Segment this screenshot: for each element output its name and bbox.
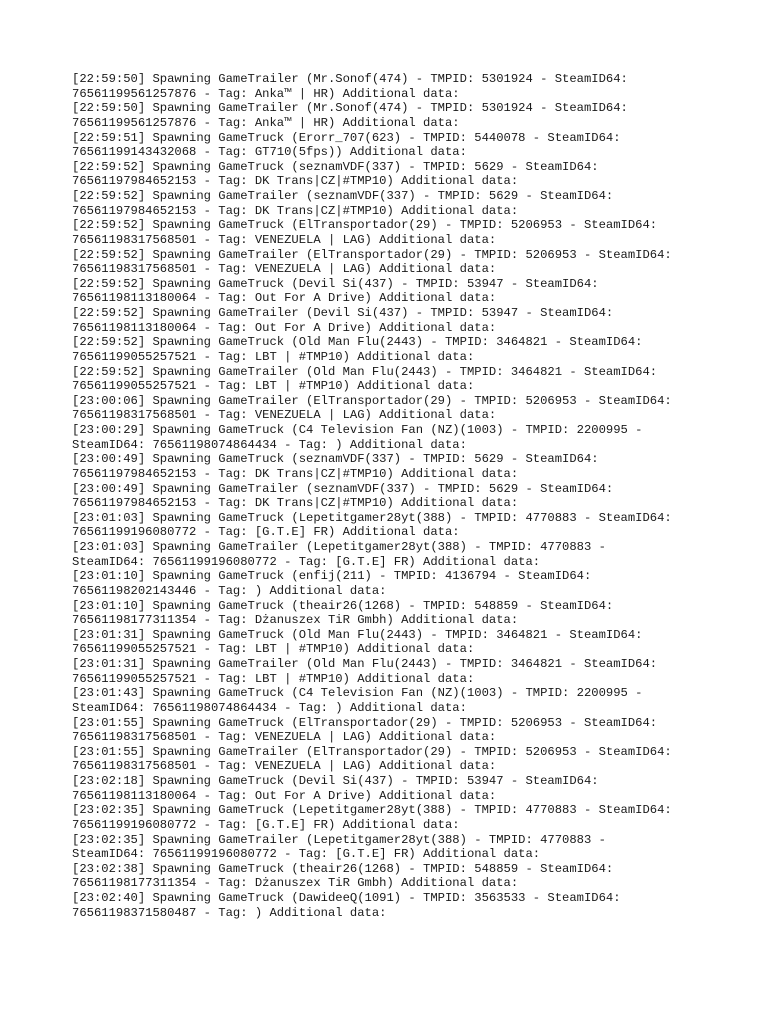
- log-line: [23:01:55] Spawning GameTrailer (ElTransportador(29) - TMPID: 5206953 - SteamID64:: [72, 744, 672, 759]
- log-line: [23:01:10] Spawning GameTruck (theair26(1268) - TMPID: 548859 - SteamID64:: [72, 598, 614, 613]
- log-line: 76561198113180064 - Tag: Out For A Drive) Additional data:: [72, 291, 497, 306]
- log-line: [23:02:40] Spawning GameTruck (DawideeQ(1091) - TMPID: 3563533 - SteamID64:: [72, 891, 621, 905]
- log-line: 76561199196080772 - Tag: [G.T.E] FR) Additional data:: [72, 817, 460, 832]
- log-line: [22:59:50] Spawning GameTrailer (Mr.Sonof(474) - TMPID: 5301924 - SteamID64:: [72, 101, 628, 116]
- log-line: 76561199055257521 - Tag: LBT | #TMP10) Additional data:: [72, 642, 475, 657]
- log-line: 76561198177311354 - Tag: Dżanuszex TiR Gmbh) Additional data:: [72, 613, 519, 628]
- log-line: [22:59:52] Spawning GameTruck (seznamVDF(337) - TMPID: 5629 - SteamID64:: [72, 159, 599, 174]
- log-line: [22:59:50] Spawning GameTrailer (Mr.Sonof(474) - TMPID: 5301924 - SteamID64:: [72, 72, 628, 86]
- log-line: [23:01:43] Spawning GameTruck (C4 Television Fan (NZ)(1003) - TMPID: 2200995 -: [72, 686, 643, 701]
- log-line: 76561199055257521 - Tag: LBT | #TMP10) Additional data:: [72, 671, 475, 686]
- log-line: [23:00:06] Spawning GameTrailer (ElTransportador(29) - TMPID: 5206953 - SteamID64:: [72, 393, 672, 408]
- log-line: 76561198317568501 - Tag: VENEZUELA | LAG) Additional data:: [72, 759, 497, 774]
- log-line: [22:59:52] Spawning GameTrailer (seznamVDF(337) - TMPID: 5629 - SteamID64:: [72, 189, 614, 203]
- log-line: [22:59:51] Spawning GameTruck (Erorr_707(623) - TMPID: 5440078 - SteamID64:: [72, 130, 621, 145]
- log-text-block: [72, 72, 712, 920]
- log-line: [23:02:35] Spawning GameTrailer (Lepetitgamer28yt(388) - TMPID: 4770883 -: [72, 832, 606, 847]
- log-line: [22:59:52] Spawning GameTruck (Devil Si(437) - TMPID: 53947 - SteamID64:: [72, 276, 599, 291]
- log-line: 76561198113180064 - Tag: Out For A Drive) Additional data:: [72, 320, 497, 335]
- log-line: 76561197984652153 - Tag: DK Trans|CZ|#TMP10) Additional data:: [72, 496, 519, 511]
- log-line: SteamID64: 76561198074864434 - Tag: ) Additional data:: [72, 700, 467, 715]
- log-line: 76561199196080772 - Tag: [G.T.E] FR) Additional data:: [72, 525, 460, 540]
- log-line: [23:01:03] Spawning GameTrailer (Lepetitgamer28yt(388) - TMPID: 4770883 -: [72, 540, 606, 554]
- log-line: [23:01:10] Spawning GameTruck (enfij(211) - TMPID: 4136794 - SteamID64:: [72, 569, 592, 584]
- log-line: 76561198371580487 - Tag: ) Additional data:: [72, 905, 387, 920]
- log-line: 76561198202143446 - Tag: ) Additional data:: [72, 583, 387, 598]
- log-line: SteamID64: 76561199196080772 - Tag: [G.T.E] FR) Additional data:: [72, 847, 541, 862]
- log-line: 76561198317568501 - Tag: VENEZUELA | LAG) Additional data:: [72, 262, 497, 277]
- log-line: [22:59:52] Spawning GameTruck (Old Man Flu(2443) - TMPID: 3464821 - SteamID64:: [72, 335, 643, 350]
- log-line: [23:02:18] Spawning GameTruck (Devil Si(437) - TMPID: 53947 - SteamID64:: [72, 774, 599, 788]
- log-line: [22:59:52] Spawning GameTruck (ElTransportador(29) - TMPID: 5206953 - SteamID64:: [72, 218, 658, 233]
- log-line: 76561199055257521 - Tag: LBT | #TMP10) Additional data:: [72, 349, 475, 364]
- log-line: 76561198317568501 - Tag: VENEZUELA | LAG) Additional data:: [72, 408, 497, 423]
- log-line: 76561199561257876 - Tag: Anka™ | HR) Additional data:: [72, 86, 460, 101]
- log-line: 76561197984652153 - Tag: DK Trans|CZ|#TMP10) Additional data:: [72, 203, 519, 218]
- log-line: [23:00:49] Spawning GameTrailer (seznamVDF(337) - TMPID: 5629 - SteamID64:: [72, 481, 614, 496]
- log-line: [22:59:52] Spawning GameTrailer (Devil Si(437) - TMPID: 53947 - SteamID64:: [72, 306, 614, 320]
- log-line: 76561198177311354 - Tag: Dżanuszex TiR Gmbh) Additional data:: [72, 876, 519, 891]
- log-line: [23:00:29] Spawning GameTruck (C4 Television Fan (NZ)(1003) - TMPID: 2200995 -: [72, 423, 643, 437]
- log-line: SteamID64: 76561199196080772 - Tag: [G.T.E] FR) Additional data:: [72, 554, 541, 569]
- log-line: [22:59:52] Spawning GameTrailer (ElTransportador(29) - TMPID: 5206953 - SteamID64:: [72, 247, 672, 262]
- log-line: 76561199561257876 - Tag: Anka™ | HR) Additional data:: [72, 115, 460, 130]
- log-line: [23:01:03] Spawning GameTruck (Lepetitgamer28yt(388) - TMPID: 4770883 - SteamID64:: [72, 510, 672, 525]
- log-line: [22:59:52] Spawning GameTrailer (Old Man Flu(2443) - TMPID: 3464821 - SteamID64:: [72, 364, 658, 379]
- log-line: 76561198317568501 - Tag: VENEZUELA | LAG) Additional data:: [72, 232, 497, 247]
- log-line: SteamID64: 76561198074864434 - Tag: ) Additional data:: [72, 437, 467, 452]
- log-line: [23:01:31] Spawning GameTrailer (Old Man Flu(2443) - TMPID: 3464821 - SteamID64:: [72, 657, 658, 671]
- log-line: 76561199055257521 - Tag: LBT | #TMP10) Additional data:: [72, 379, 475, 394]
- log-line: 76561197984652153 - Tag: DK Trans|CZ|#TMP10) Additional data:: [72, 174, 519, 189]
- log-line: 76561197984652153 - Tag: DK Trans|CZ|#TMP10) Additional data:: [72, 466, 519, 481]
- log-line: [23:02:38] Spawning GameTruck (theair26(1268) - TMPID: 548859 - SteamID64:: [72, 861, 614, 876]
- log-line: 76561198317568501 - Tag: VENEZUELA | LAG) Additional data:: [72, 730, 497, 745]
- log-line: [23:02:35] Spawning GameTruck (Lepetitgamer28yt(388) - TMPID: 4770883 - SteamID64:: [72, 803, 672, 818]
- log-line: 76561199143432068 - Tag: GT710(5fps)) Additional data:: [72, 145, 467, 160]
- log-line: [23:01:31] Spawning GameTruck (Old Man Flu(2443) - TMPID: 3464821 - SteamID64:: [72, 627, 643, 642]
- log-line: 76561198113180064 - Tag: Out For A Drive) Additional data:: [72, 788, 497, 803]
- log-line: [23:01:55] Spawning GameTruck (ElTransportador(29) - TMPID: 5206953 - SteamID64:: [72, 715, 658, 730]
- log-line: [23:00:49] Spawning GameTruck (seznamVDF(337) - TMPID: 5629 - SteamID64:: [72, 452, 599, 467]
